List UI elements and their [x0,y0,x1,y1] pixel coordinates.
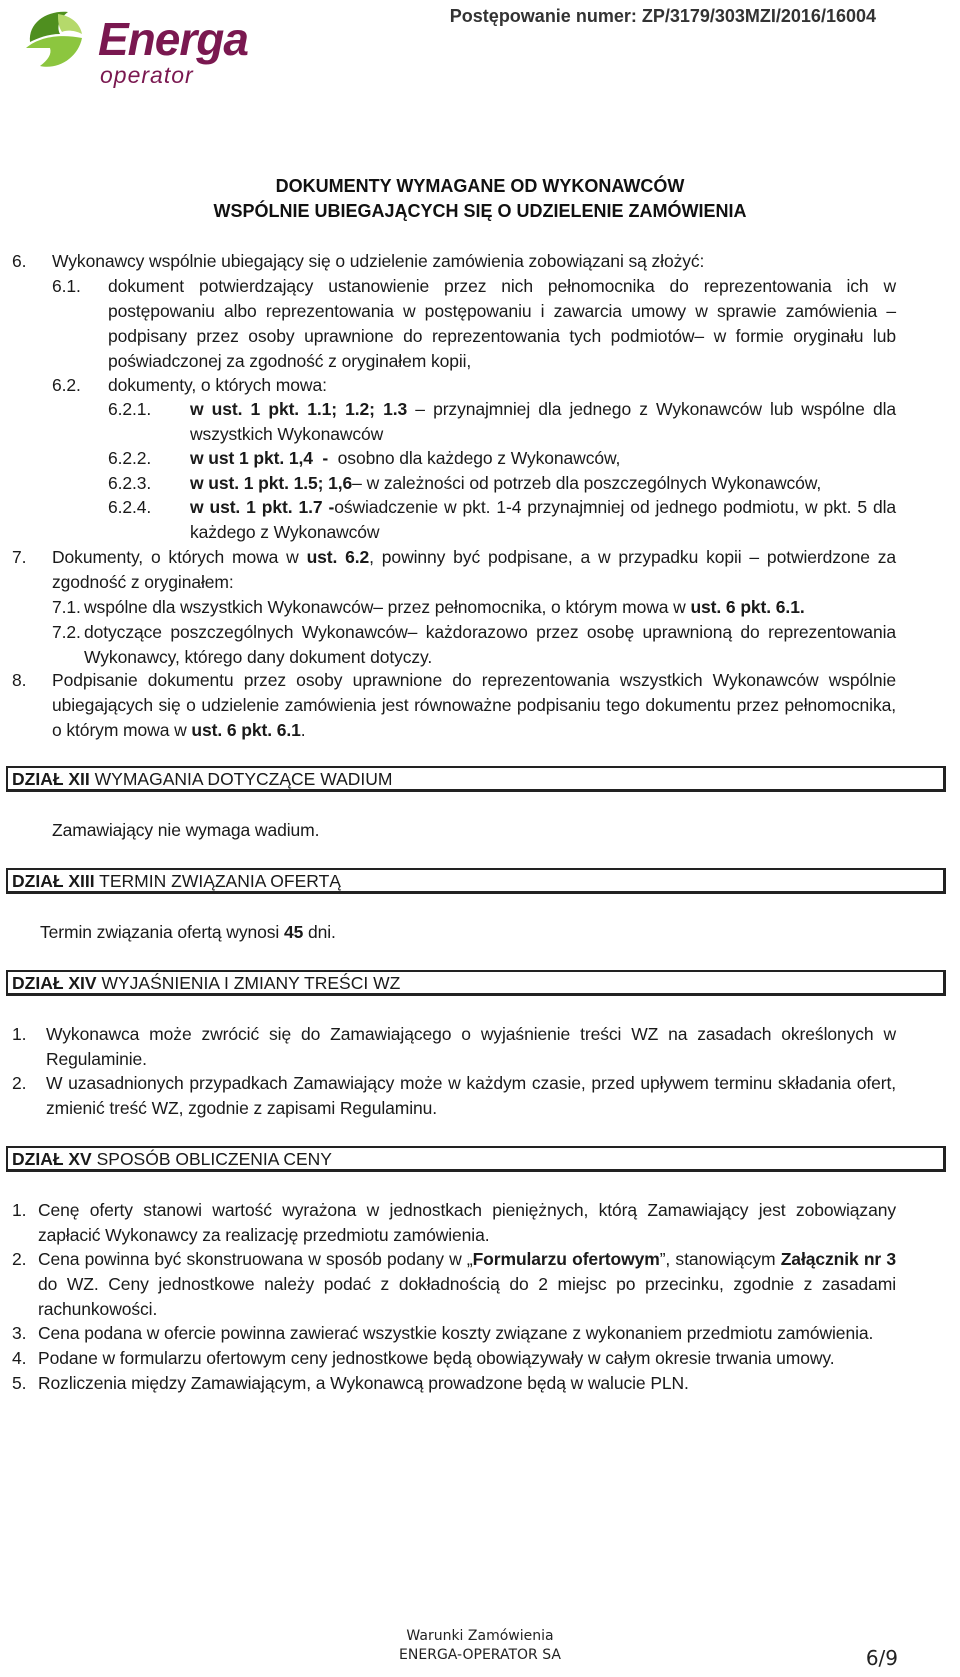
paragraph: dotyczące poszczególnych Wykonawców– każdorazowo przez osobę uprawnioną do reprezentowania Wykonawcy, którego dany dokument dotyczy. [84,622,896,667]
item-number: 1. [12,1200,27,1220]
item-number: 6.2. [52,375,81,395]
section-number: DZIAŁ XV [12,1149,92,1169]
section-header-xii [6,766,946,792]
bold-ref: ust. 6 pkt. 6.1 [191,720,301,740]
paragraph: Wykonawca może zwrócić się do Zamawiającego o wyjaśnienie treści WZ na zasadach określonych w Regulaminie. [46,1024,896,1069]
item-number: 6.2.1. [108,399,152,419]
item-number: 8. [12,670,27,690]
section-name: SPOSÓB OBLICZENIA CENY [91,1149,332,1169]
paragraph [52,668,896,743]
text-span: – przynajmniej dla jednego z Wykonawców lub wspólne dla wszystkich Wykonawców [190,399,896,444]
item-number: 7.1. [52,597,81,617]
paragraph [38,1247,896,1322]
section-number: DZIAŁ XII [12,769,90,789]
paragraph [52,545,896,595]
section-title [12,870,341,892]
paragraph [190,446,896,471]
item-number: 6.1. [52,276,81,296]
paragraph: Rozliczenia między Zamawiającym, a Wykonawcą prowadzone będą w walucie PLN. [38,1373,689,1393]
text-span: do WZ. Ceny jednostkowe należy podać z dokładnością do 2 miejsc po przecinku, zgodnie z zasadami rachunkowości. [38,1274,896,1319]
text-span: Dokumenty, o których mowa w [52,547,307,567]
item-number: 1. [12,1024,27,1044]
text-span: Podpisanie dokumentu przez osoby uprawnione do reprezentowania wszystkich Wykonawców wspólnie ubiegających się o udzielenie zamówienia jest równoważne podpisaniu tego dokumentu przez pełnomocnika, o którym mowa w [52,670,896,740]
paragraph [190,397,896,447]
energa-leaf-icon [22,8,88,72]
section-name: TERMIN ZWIĄZANIA OFERTĄ [94,871,341,891]
item-number: 6.2.3. [108,473,152,493]
procedure-number: Postępowanie numer: ZP/3179/303MZI/2016/16004 [449,6,876,26]
section-number: DZIAŁ XIII [12,871,95,891]
item-number: 2. [12,1073,27,1093]
item-number: 6.2.2. [108,448,152,468]
paragraph: Wykonawcy wspólnie ubiegający się o udzielenie zamówienia zobowiązani są złożyć: [52,251,705,271]
footer-title: Warunki Zamówienia [406,1628,554,1644]
section-title [12,768,392,790]
paragraph: Podane w formularzu ofertowym ceny jednostkowe będą obowiązywały w całym okresie trwania umowy. [38,1348,835,1368]
bold-ref: w ust 1 pkt. 1,4 - [190,448,329,468]
paragraph [84,595,896,620]
item-number: 7. [12,547,27,567]
text-span: dni. [303,922,336,942]
item-number: 7.2. [52,622,81,642]
bold-ref: w ust. 1 pkt. 1.5; 1,6 [190,473,353,493]
document-title-line1: DOKUMENTY WYMAGANE OD WYKONAWCÓW [275,176,685,196]
bold-ref: ust. 6.2 [306,547,370,567]
section-title [12,972,400,994]
paragraph [190,471,896,496]
section-header-xiv [6,970,946,996]
bold-ref: w ust. 1 pkt. 1.7 - [190,497,335,517]
item-number: 5. [12,1373,27,1393]
text-span: , powinny być podpisane, a w przypadku kopii – potwierdzone za zgodność z oryginałem: [52,547,896,592]
item-number: 4. [12,1348,27,1368]
text-span: – w zależności od potrzeb dla poszczególnych Wykonawców, [352,473,822,493]
item-number: 6. [12,251,27,271]
text-span: Cena powinna być skonstruowana w sposób podany w „ [38,1249,473,1269]
section-header-xv [6,1146,946,1172]
section-header-xiii [6,868,946,894]
paragraph: dokument potwierdzający ustanowienie przez nich pełnomocnika do reprezentowania ich w postępowaniu albo reprezentowania w postępowaniu i zawarcia umowy w sprawie zamówienia – podpisany przez osoby uprawnione do reprezentowania tych podmiotów– w formie oryginału lub poświadczonej za zgodność z oryginałem kopii, [108,276,896,371]
paragraph: Cena podana w ofercie powinna zawierać wszystkie koszty związane z wykonaniem przedmiotu zamówienia. [38,1323,874,1343]
logo-subtitle: operator [100,62,194,88]
bold-ref: Załącznik nr 3 [780,1249,897,1269]
text-span: Termin związania ofertą wynosi [40,922,284,942]
item-number: 3. [12,1323,27,1343]
bold-ref: w ust. 1 pkt. 1.1; 1.2; 1.3 [190,399,408,419]
bold-ref: Formularzu ofertowym [472,1249,660,1269]
text-span: ”, stanowiącym [659,1249,781,1269]
page-number: 6/9 [865,1646,898,1670]
paragraph: Cenę oferty stanowi wartość wyrażona w jednostkach pieniężnych, którą Zamawiający jest zobowiązany zapłacić Wykonawcy za realizację przedmiotu zamówienia. [38,1200,896,1245]
text-span: oświadczenie w pkt. 1-4 przynajmniej od jednego podmiotu, w pkt. 5 dla każdego z Wykonawców [190,497,896,542]
bold-value: 45 [283,922,304,942]
document-title-line2: WSPÓLNIE UBIEGAJĄCYCH SIĘ O UDZIELENIE ZAMÓWIENIA [213,201,747,221]
section-name: WYMAGANIA DOTYCZĄCE WADIUM [89,769,393,789]
paragraph: dokumenty, o których mowa: [108,375,327,395]
paragraph: Zamawiający nie wymaga wadium. [52,820,320,840]
section-name: WYJAŚNIENIA I ZMIANY TREŚCI WZ [96,973,401,993]
item-number: 6.2.4. [108,497,152,517]
item-number: 2. [12,1249,27,1269]
section-number: DZIAŁ XIV [12,973,97,993]
text-span: osobno dla każdego z Wykonawców, [328,448,621,468]
footer-company: ENERGA-OPERATOR SA [399,1647,561,1663]
section-title [12,1148,332,1170]
paragraph [190,495,896,545]
text-span: . [300,720,306,740]
paragraph [40,920,336,945]
paragraph: W uzasadnionych przypadkach Zamawiający może w każdym czasie, przed upływem terminu składania ofert, zmienić treść WZ, zgodnie z zapisami Regulaminu. [46,1073,896,1118]
logo [20,6,260,86]
bold-ref: ust. 6 pkt. 6.1. [690,597,805,617]
logo-wordmark: Energa [98,13,248,65]
text-span: wspólne dla wszystkich Wykonawców– przez pełnomocnika, o którym mowa w [84,597,691,617]
